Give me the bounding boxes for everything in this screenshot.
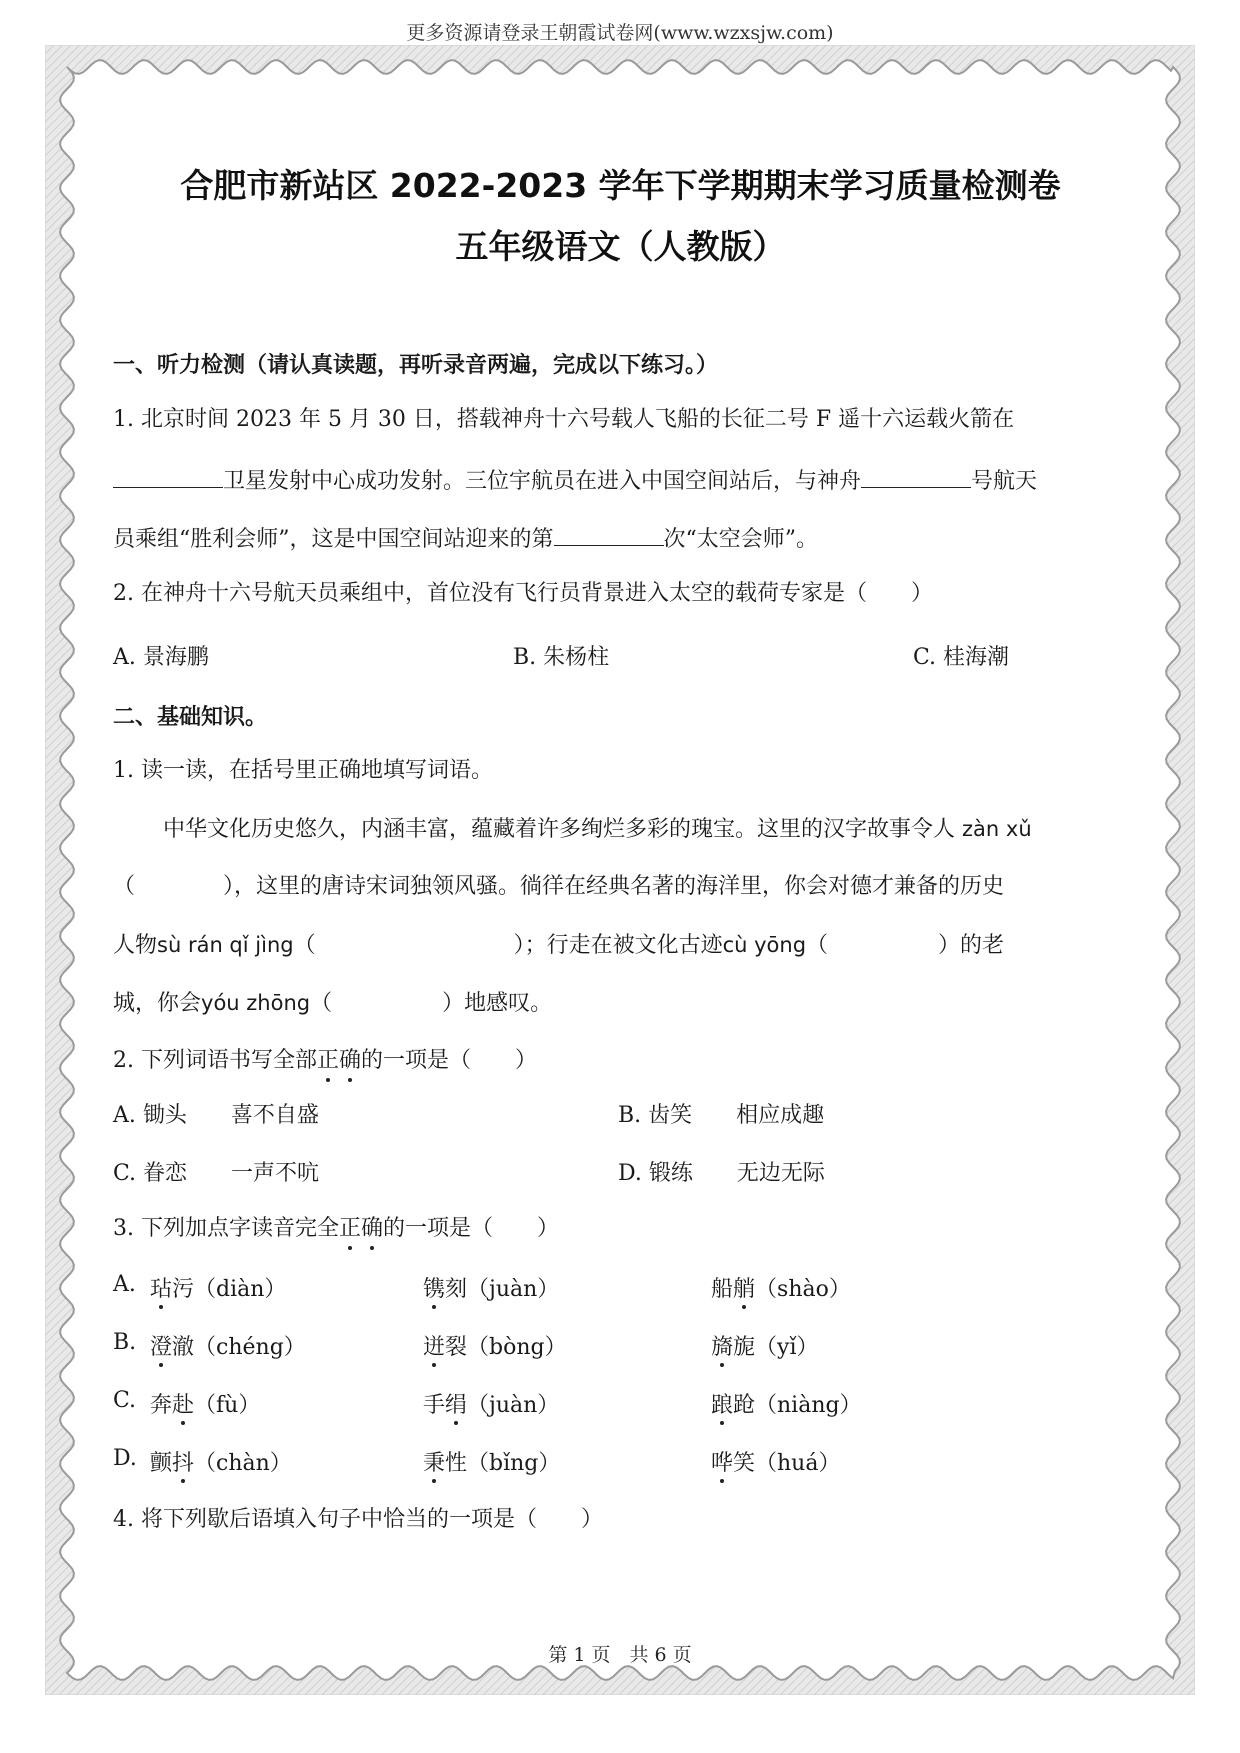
dotted-char: 踉 <box>711 1388 733 1419</box>
s2-q3-word <box>711 1272 851 1303</box>
answer-blank[interactable] <box>861 463 971 488</box>
section-2-heading: 二、基础知识。 <box>113 705 268 730</box>
word-part: 颤 <box>150 1451 173 1476</box>
s2-q3-word <box>711 1446 840 1477</box>
s2-q3-word <box>423 1330 567 1361</box>
dotted-char: 艄 <box>733 1272 755 1303</box>
word-part: （shào） <box>755 1277 851 1302</box>
s1-q1-line3: 员乘组“胜利会师”，这是中国空间站迎来的第 次“太空会师”。 <box>113 521 818 555</box>
s2-q3-option-label[interactable]: D. <box>113 1446 137 1471</box>
dotted-char: 赴 <box>172 1388 194 1419</box>
word-part: 澈（chéng） <box>172 1335 306 1360</box>
s1-q2-option-a[interactable]: A. 景海鹏 <box>113 645 209 670</box>
dotted-char: 绢 <box>445 1388 467 1419</box>
s2-q3-option-label[interactable]: A. <box>113 1272 136 1297</box>
s2-q2-option-a[interactable]: A. 锄头 喜不自盛 <box>113 1103 319 1128</box>
answer-blank[interactable] <box>554 521 664 546</box>
s2-q1-para-line3: 人物sù rán qǐ jìng（ ）；行走在被文化古迹cù yōng（ ）的老 <box>113 933 1005 958</box>
word-part: （chàn） <box>194 1451 292 1476</box>
page-number: 第 1 页 共 6 页 <box>548 1644 692 1666</box>
s2-q3-word <box>150 1330 306 1361</box>
s1-q2-option-c[interactable]: C. 桂海潮 <box>913 645 1010 670</box>
word-part: 笑（huá） <box>733 1451 841 1476</box>
dotted-char: 镌 <box>423 1272 445 1303</box>
s1-q2-stem: 2. 在神舟十六号航天员乘组中，首位没有飞行员背景进入太空的载荷专家是（ ） <box>113 581 933 606</box>
s2-q3-word <box>423 1446 560 1477</box>
s2-q3-word <box>150 1272 286 1303</box>
dotted-char: 抖 <box>172 1446 194 1477</box>
dotted-char: 澄 <box>150 1330 172 1361</box>
word-part: 裂（bòng） <box>445 1335 567 1360</box>
s2-q1-para-line2: （ ），这里的唐诗宋词独领风骚。徜徉在经典名著的海洋里，你会对德才兼备的历史 <box>113 874 1005 899</box>
s1-q1-line2: 卫星发射中心成功发射。三位宇航员在进入中国空间站后，与神舟 号航天 <box>113 463 1037 497</box>
s1-q2-option-b[interactable]: B. 朱杨柱 <box>513 645 610 670</box>
s2-q3-option-label[interactable]: C. <box>113 1388 137 1413</box>
s2-q3-word <box>150 1388 260 1419</box>
s2-q2-option-c[interactable]: C. 眷恋 一声不吭 <box>113 1161 320 1186</box>
s2-q2-option-b[interactable]: B. 齿笑 相应成趣 <box>618 1103 825 1128</box>
s2-q3-stem: 3. 下列加点字读音完全正确的一项是（ ） <box>113 1214 559 1244</box>
s2-q2-option-d[interactable]: D. 锻练 无边无际 <box>618 1161 825 1186</box>
word-part: 旎（yǐ） <box>733 1335 819 1360</box>
exam-subtitle: 五年级语文（人教版） <box>455 227 786 266</box>
s2-q3-word <box>711 1330 818 1361</box>
inner-wave-border <box>60 60 1180 1680</box>
dotted-char: 玷 <box>150 1272 172 1303</box>
word-part: 船 <box>711 1277 734 1302</box>
word-part: 跄（niàng） <box>733 1393 862 1418</box>
s2-q3-word <box>423 1388 559 1419</box>
exam-title: 合肥市新站区 2022-2023 学年下学期期末学习质量检测卷 <box>180 166 1061 205</box>
s2-q4-stem: 4. 将下列歇后语填入句子中恰当的一项是（ ） <box>113 1507 603 1532</box>
dotted-char: 秉 <box>423 1446 445 1477</box>
word-part: 性（bǐng） <box>445 1451 561 1476</box>
word-part: （juàn） <box>467 1393 560 1418</box>
s1-q1-line1: 1. 北京时间 2023 年 5 月 30 日，搭载神舟十六号载人飞船的长征二号 F 遥十六运载火箭在 <box>113 407 1015 432</box>
s2-q3-word <box>711 1388 862 1419</box>
s2-q3-option-label[interactable]: B. <box>113 1330 137 1355</box>
s2-q3-word <box>423 1272 559 1303</box>
s2-q1-para-line1: 中华文化历史悠久，内涵丰富，蕴藏着许多绚烂多彩的瑰宝。这里的汉字故事令人 zàn xǔ <box>163 817 1032 842</box>
word-part: 手 <box>423 1393 446 1418</box>
dotted-char: 旖 <box>711 1330 733 1361</box>
word-part: 刻（juàn） <box>445 1277 560 1302</box>
s2-q1-stem: 1. 读一读，在括号里正确地填写词语。 <box>113 758 493 783</box>
source-banner: 更多资源请登录王朝霞试卷网(www.wzxsjw.com) <box>406 22 834 44</box>
s2-q1-para-line4: 城，你会yóu zhōng（ ）地感叹。 <box>113 991 553 1016</box>
dotted-char: 哗 <box>711 1446 733 1477</box>
section-1-heading: 一、听力检测（请认真读题，再听录音两遍，完成以下练习。） <box>113 353 719 378</box>
word-part: 奔 <box>150 1393 173 1418</box>
s2-q3-word <box>150 1446 292 1477</box>
s2-q2-stem: 2. 下列词语书写全部正确的一项是（ ） <box>113 1046 537 1076</box>
word-part: 污（diàn） <box>172 1277 287 1302</box>
answer-blank[interactable] <box>113 463 223 488</box>
word-part: （fù） <box>194 1393 261 1418</box>
dotted-char: 迸 <box>423 1330 445 1361</box>
